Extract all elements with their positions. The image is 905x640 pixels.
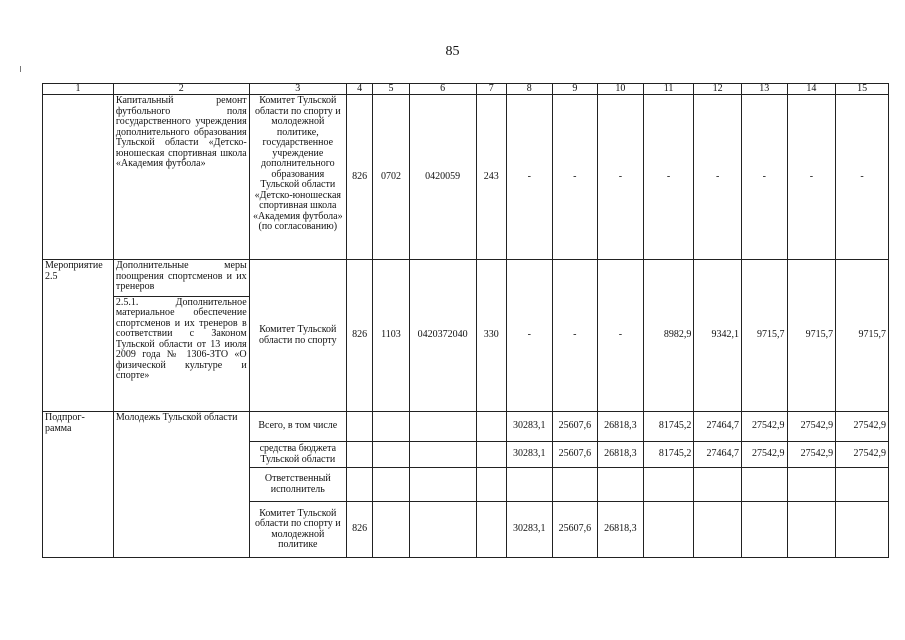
col-header: 15	[836, 84, 889, 95]
col-header: 6	[409, 84, 476, 95]
target-code: 0420059	[409, 95, 476, 260]
value-cell: -	[741, 95, 787, 260]
value-cell: 27542,9	[741, 442, 787, 468]
value-cell: 26818,3	[598, 412, 644, 442]
value-cell: 27542,9	[836, 412, 889, 442]
margin-mark	[20, 66, 21, 72]
value-cell: 26818,3	[598, 442, 644, 468]
executor: Комитет Тульской области по спорту	[249, 260, 346, 412]
value-cell: -	[643, 95, 694, 260]
value-cell	[787, 502, 836, 558]
value-cell: -	[836, 95, 889, 260]
expense-type: 243	[476, 95, 506, 260]
section-code: 0702	[373, 95, 409, 260]
col-header: 9	[552, 84, 598, 95]
section-code	[373, 442, 409, 468]
table-row	[43, 412, 889, 442]
subprogram-name: Молодежь Тульской области	[113, 412, 249, 558]
value-cell: 25607,6	[552, 502, 598, 558]
grbs-code	[346, 412, 372, 442]
value-cell	[836, 468, 889, 502]
grbs-code: 826	[346, 260, 372, 412]
value-cell: 81745,2	[643, 442, 694, 468]
value-cell: -	[598, 95, 644, 260]
value-cell: 9715,7	[787, 260, 836, 412]
value-cell	[741, 468, 787, 502]
value-cell	[694, 502, 742, 558]
value-cell: 27464,7	[694, 412, 742, 442]
grbs-code	[346, 442, 372, 468]
executor: средства бюджета Тульской области	[249, 442, 346, 468]
col-header: 12	[694, 84, 742, 95]
value-cell	[643, 468, 694, 502]
expense-type	[476, 468, 506, 502]
expense-type: 330	[476, 260, 506, 412]
value-cell	[506, 468, 552, 502]
measure-cell	[113, 260, 249, 412]
col-header: 2	[113, 84, 249, 95]
row-label	[43, 95, 114, 260]
col-header: 4	[346, 84, 372, 95]
section-code	[373, 412, 409, 442]
value-cell	[598, 468, 644, 502]
section-code: 1103	[373, 260, 409, 412]
value-cell	[741, 502, 787, 558]
table-row	[43, 260, 889, 412]
row-label: Мероприятие 2.5	[43, 260, 114, 412]
section-code	[373, 468, 409, 502]
measure-name: Капитальный ремонт футбольного поля государственного учреждения дополнительного образования Тульской области «Детско-юношеская спортивная школа «Академия футбола»	[113, 95, 249, 260]
value-cell: 27542,9	[787, 412, 836, 442]
value-cell	[836, 502, 889, 558]
executor: Ответственный исполнитель	[249, 468, 346, 502]
col-header: 1	[43, 84, 114, 95]
value-cell: 9715,7	[836, 260, 889, 412]
col-header: 11	[643, 84, 694, 95]
value-cell: -	[552, 260, 598, 412]
value-cell: 26818,3	[598, 502, 644, 558]
value-cell: -	[787, 95, 836, 260]
value-cell: 27542,9	[836, 442, 889, 468]
value-cell: 8982,9	[643, 260, 694, 412]
executor: Комитет Тульской области по спорту и молодежной политике, государственное учреждение дополнительного образования Тульской области «Детско-юношеская спортивная школа «Академия футбола» (по согласованию)	[249, 95, 346, 260]
col-header: 3	[249, 84, 346, 95]
target-code	[409, 442, 476, 468]
page-number: 85	[445, 44, 460, 59]
value-cell: 30283,1	[506, 412, 552, 442]
value-cell: 9715,7	[741, 260, 787, 412]
grbs-code	[346, 468, 372, 502]
executor: Всего, в том числе	[249, 412, 346, 442]
expense-type	[476, 502, 506, 558]
target-code: 0420372040	[409, 260, 476, 412]
value-cell: -	[506, 260, 552, 412]
col-header: 10	[598, 84, 644, 95]
col-header: 13	[741, 84, 787, 95]
value-cell: 81745,2	[643, 412, 694, 442]
row-label: Подпрог-рамма	[43, 412, 114, 558]
target-code	[409, 468, 476, 502]
value-cell: 30283,1	[506, 442, 552, 468]
value-cell: -	[552, 95, 598, 260]
value-cell: -	[694, 95, 742, 260]
value-cell: -	[506, 95, 552, 260]
target-code	[409, 412, 476, 442]
value-cell: 27542,9	[787, 442, 836, 468]
value-cell: 27542,9	[741, 412, 787, 442]
grbs-code: 826	[346, 502, 372, 558]
table-row	[43, 95, 889, 260]
section-code	[373, 502, 409, 558]
value-cell	[694, 468, 742, 502]
value-cell: -	[598, 260, 644, 412]
value-cell: 27464,7	[694, 442, 742, 468]
value-cell: 30283,1	[506, 502, 552, 558]
expense-type	[476, 442, 506, 468]
value-cell: 9342,1	[694, 260, 742, 412]
value-cell	[643, 502, 694, 558]
value-cell	[552, 468, 598, 502]
value-cell: 25607,6	[552, 412, 598, 442]
col-header: 5	[373, 84, 409, 95]
target-code	[409, 502, 476, 558]
submeasure-name: 2.5.1. Дополнительное материальное обеспечение спортсменов и их тренеров в соответствии с Законом Тульской области от 13 июля 2009 года № 1306-ЗТО «О физической культуре и спорте»	[115, 296, 247, 381]
executor: Комитет Тульской области по спорту и молодежной политике	[249, 502, 346, 558]
grbs-code: 826	[346, 95, 372, 260]
col-header: 8	[506, 84, 552, 95]
col-header: 14	[787, 84, 836, 95]
value-cell	[787, 468, 836, 502]
column-number-header	[43, 84, 889, 95]
budget-table	[42, 83, 889, 558]
value-cell: 25607,6	[552, 442, 598, 468]
expense-type	[476, 412, 506, 442]
measure-name: Дополнительные меры поощрения спортсменов и их тренеров	[115, 260, 247, 292]
col-header: 7	[476, 84, 506, 95]
